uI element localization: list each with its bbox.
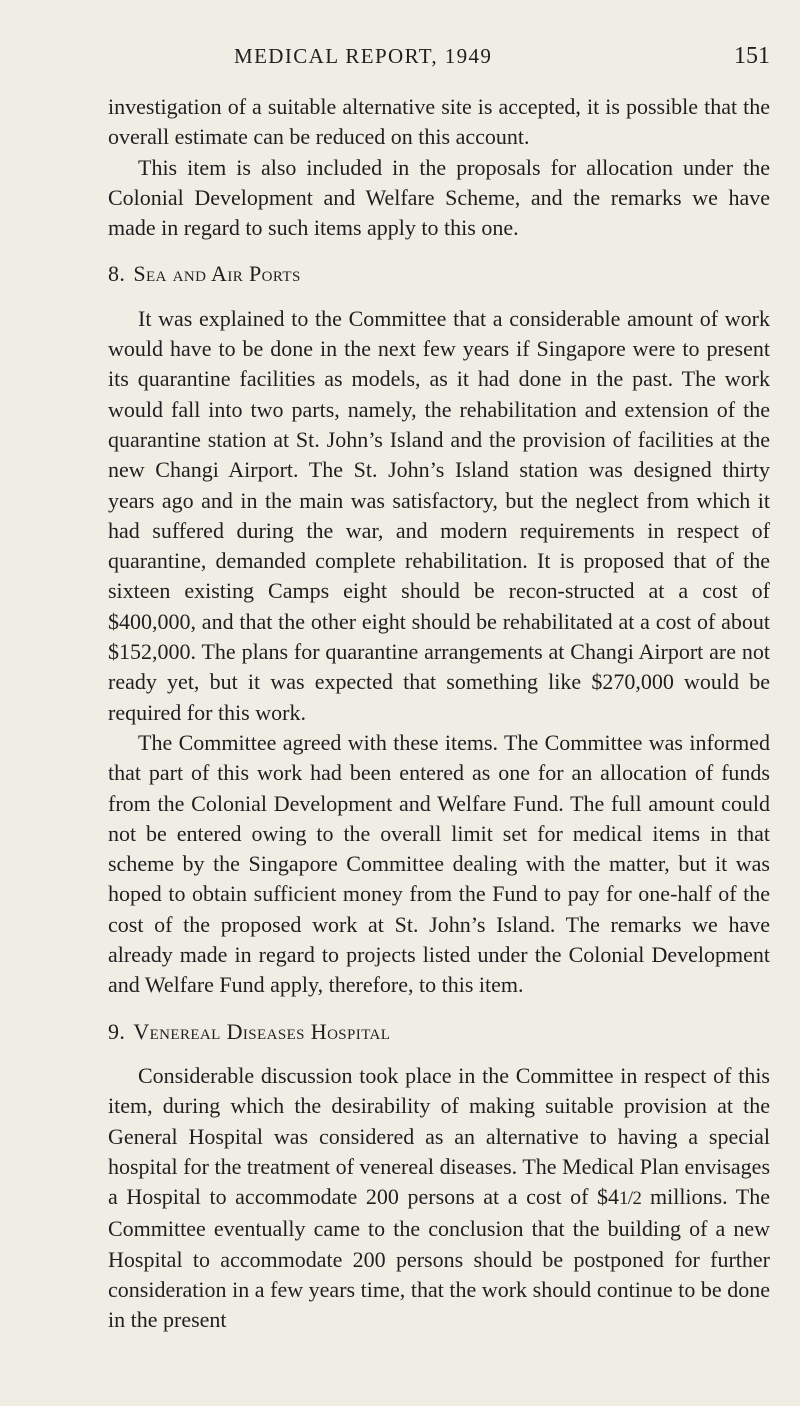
paragraph-text: millions. The Committee eventually came to the conclusion that the building of a new Hospital to accommodate 200 persons should be postponed for further consideration in a few years time, that the work should continue to be done in the present <box>108 1184 770 1333</box>
body-text <box>108 92 770 1336</box>
paragraph-text: Considerable discussion took place in the Committee in respect of this item, during which the desirability of making suitable provision at the General Hospital was considered as an alternative to having a special hospital for the treatment of venereal diseases. The Medical Plan envisages a Hospital to accommodate 200 persons at a cost of $4 <box>108 1062 770 1210</box>
section-heading-8 <box>108 259 770 289</box>
page-number: 151 <box>734 43 770 69</box>
paragraph: It was explained to the Committee that a considerable amount of work would have to be done in the next few years if Singapore were to present its quarantine facilities as models, as it had done in the past. The work would fall into two parts, namely, the rehabilitation and extension of the quarantine station at St. John’s Island and the provision of facilities at the new Changi Airport. The St. John’s Island station was designed thirty years ago and in the main was satisfactory, but the neglect from which it had suffered during the war, and modern requirements in respect of quarantine, demanded complete rehabilitation. It is proposed that of the sixteen existing Camps eight should be recon-structed at a cost of $400,000, and that the other eight should be rehabilitated at a cost of about $152,000. The plans for quarantine arrangements at Changi Airport are not ready yet, but it was expected that something like $270,000 would be required for this work. <box>108 305 770 725</box>
section-number: 8. <box>108 261 126 287</box>
fraction: 1/2 <box>619 1188 642 1210</box>
section-title: Venereal Diseases Hospital <box>133 1018 391 1044</box>
section-heading-9 <box>108 1017 770 1047</box>
section-title: Sea and Air Ports <box>133 261 301 287</box>
paragraph <box>108 1061 770 1336</box>
paragraph-continuation: investigation of a suitable alternative site is accepted, it is possible that the overall estimate can be reduced on this account. <box>108 94 770 150</box>
running-title: MEDICAL REPORT, 1949 <box>234 44 493 68</box>
section-number: 9. <box>108 1018 126 1044</box>
running-header <box>108 44 770 74</box>
paragraph: The Committee agreed with these items. The Committee was informed that part of this work had been entered as one for an allocation of funds from the Colonial Development and Welfare Fund. The full amount could not be entered owing to the overall limit set for medical items in that scheme by the Singapore Committee dealing with the matter, but it was hoped to obtain sufficient money from the Fund to pay for one-half of the cost of the proposed work at St. John’s Island. The remarks we have already made in regard to projects listed under the Colonial Development and Welfare Fund apply, therefore, to this item. <box>108 729 770 998</box>
paragraph: This item is also included in the proposals for allocation under the Colonial Development and Welfare Scheme, and the remarks we have made in regard to such items apply to this one. <box>108 154 770 241</box>
